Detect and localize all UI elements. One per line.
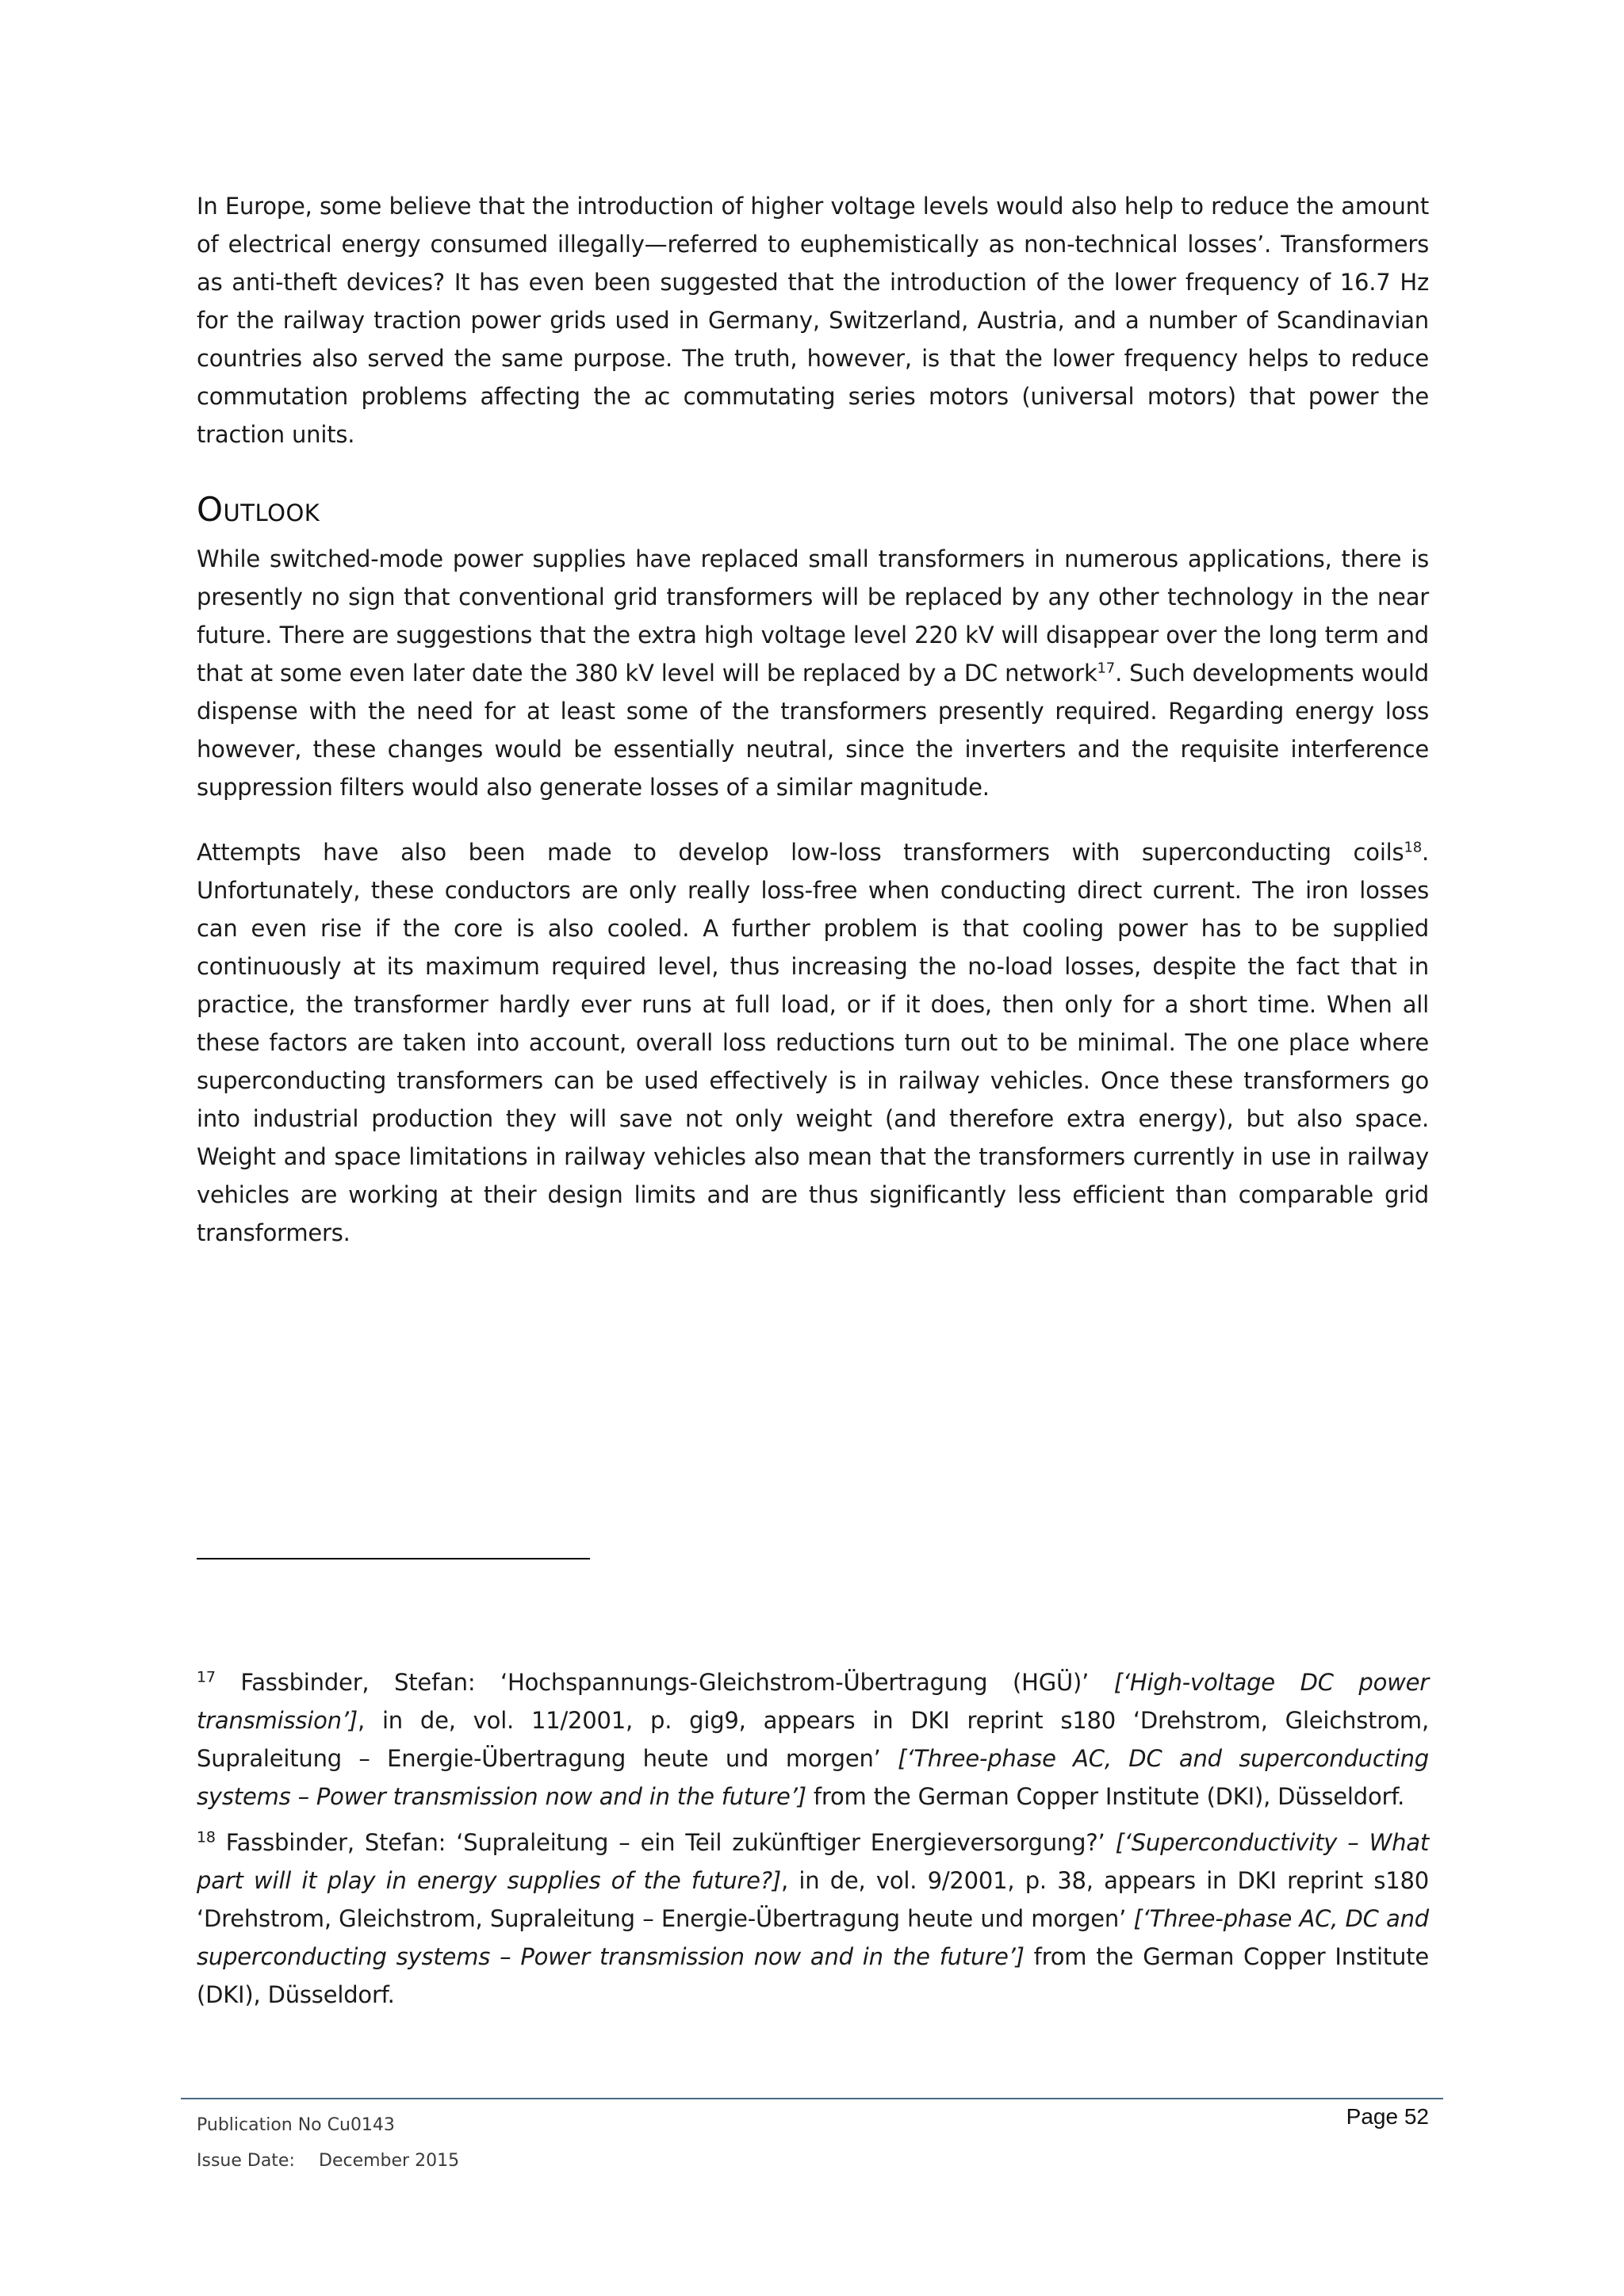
- footer-divider: [181, 2098, 1443, 2099]
- footnote-17: [197, 1663, 1429, 1816]
- footnote-ref-18[interactable]: 18: [1404, 839, 1422, 856]
- footnote-translation: [‘Three-phase AC, DC and superconducting systems – Power transmission now and in the future’]: [197, 1745, 1430, 1810]
- paragraph-intro: In Europe, some believe that the introduction of higher voltage levels would also help to reduce the amount of electrical energy consumed illegally—referred to euphemistically as non-technical losses’. Transformers as anti-theft devices? It has even been suggested that the introduction of the lower frequency of 16.7 Hz for the railway traction power grids used in Germany, Switzerland, Austria, and a number of Scandinavian countries also served the same purpose. The truth, however, is that the lower frequency helps to reduce commutation problems affecting the ac commutating series motors (universal motors) that power the traction units.: [197, 193, 1429, 448]
- paragraph-text: . Unfortunately, these conductors are only really loss-free when conducting direct current. The iron losses can even rise if the core is also cooled. A further problem is that cooling power has to be supplied continuously at its maximum required level, thus increasing the no-load losses, despite the fact that in practice, the transformer hardly ever runs at full load, or if it does, then only for a short time. When all these factors are taken into account, overall loss reductions turn out to be minimal. The one place where superconducting transformers can be used effectively is in railway vehicles. Once these transformers go into industrial production they will save not only weight (and therefore extra energy), but also space. Weight and space limitations in railway vehicles also mean that the transformers currently in use in railway vehicles are working at their design limits and are thus significantly less efficient than comparable grid transformers.: [197, 839, 1429, 1246]
- footnote-text: from the German Copper Institute (DKI), Düsseldorf.: [806, 1783, 1405, 1810]
- footnote-text: from the German Copper Institute (DKI), Düsseldorf.: [197, 1943, 1429, 2008]
- paragraph-outlook-2: [197, 833, 1429, 1252]
- footnote-translation: [‘Three-phase AC, DC and superconducting systems – Power transmission now and in the future’]: [197, 1905, 1429, 1970]
- paragraph-text: . Such developments would dispense with the need for at least some of the transformers presently required. Regarding energy loss however, these changes would be essentially neutral, since the inverters and the requisite interference suppression filters would also generate losses of a similar magnitude.: [197, 660, 1429, 801]
- footnote-ref-17[interactable]: 17: [1097, 660, 1116, 677]
- issue-date-row: [197, 2143, 459, 2179]
- paragraph-text: Attempts have also been made to develop low-loss transformers with superconducting coils: [197, 839, 1404, 866]
- issue-date-label: Issue Date:: [197, 2151, 295, 2171]
- footnote-text: Fassbinder, Stefan: ‘Supraleitung – ein Teil zukünftiger Energieversorgung?’: [215, 1829, 1116, 1856]
- footnote-separator: [197, 1558, 590, 1559]
- footnote-18: [197, 1823, 1429, 2014]
- paragraph-text: While switched-mode power supplies have replaced small transformers in numerous applications, there is presently no sign that conventional grid transformers will be replaced by any other technology in the near future. There are suggestions that the extra high voltage level 220 kV will disappear over the long term and that at some even later date the 380 kV level will be replaced by a DC network: [197, 545, 1429, 687]
- paragraph-outlook-1: [197, 540, 1429, 806]
- footer-publication-info: [197, 2107, 459, 2179]
- main-content: [197, 187, 1429, 1279]
- footnote-text: Fassbinder, Stefan: ‘Hochspannungs-Gleichstrom-Übertragung (HGÜ)’: [215, 1669, 1114, 1696]
- footnote-text: , in de, vol. 11/2001, p. gig9, appears in DKI reprint s180 ‘Drehstrom, Gleichstrom, Supraleitung – Energie-Übertragung heute und morgen’: [197, 1707, 1429, 1772]
- footnote-text: , in de, vol. 9/2001, p. 38, appears in DKI reprint s180 ‘Drehstrom, Gleichstrom, Supraleitung – Energie-Übertragung heute und morgen’: [197, 1867, 1429, 1932]
- section-heading-outlook: Outlook: [197, 490, 320, 529]
- page-number: Page 52: [1346, 2104, 1429, 2129]
- footnote-number: 18: [197, 1828, 216, 1846]
- footnote-translation: [‘Superconductivity – What part will it play in energy supplies of the future?]: [197, 1829, 1429, 1894]
- footnotes: [197, 1663, 1429, 2022]
- footnote-number: 17: [197, 1668, 216, 1686]
- publication-number: Publication No Cu0143: [197, 2115, 395, 2135]
- footnote-translation: [‘High-voltage DC power transmission’]: [197, 1669, 1429, 1734]
- issue-date-value: December 2015: [319, 2151, 460, 2171]
